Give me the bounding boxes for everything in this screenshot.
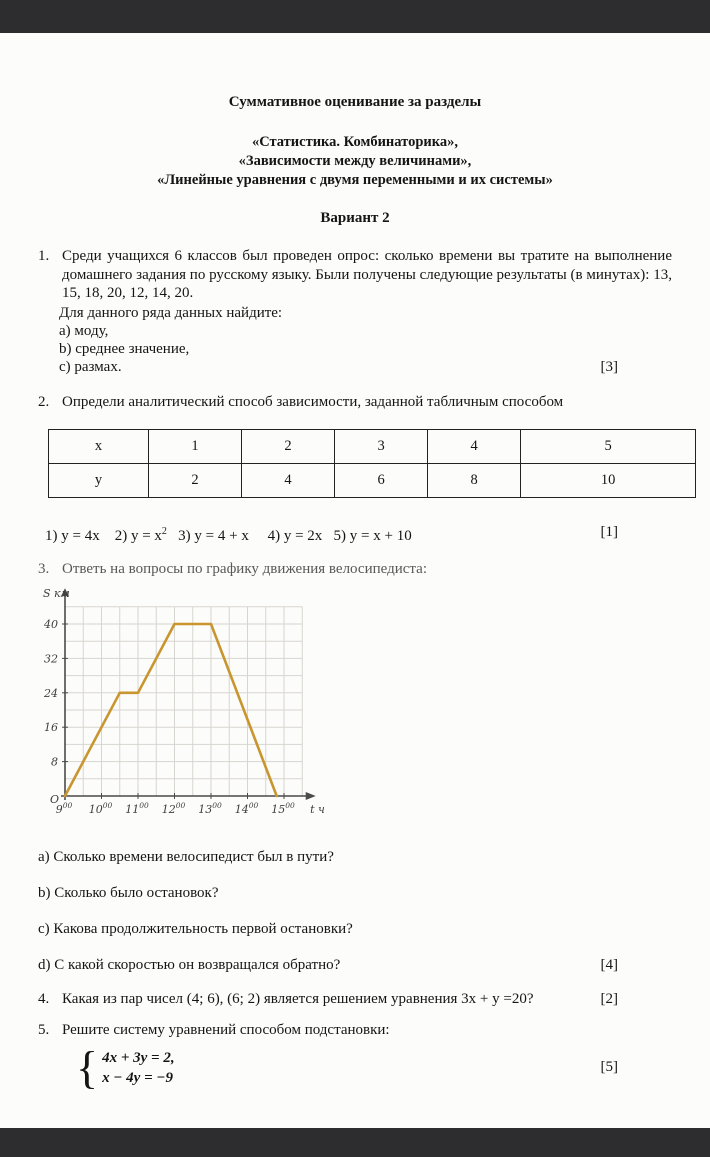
q1-subtasks (59, 304, 672, 377)
table-variable-cell: х (49, 429, 149, 463)
points-badge-q1: [3] (600, 359, 618, 376)
x-tick-label: $15^{00}$ (271, 800, 295, 816)
q1-item-a: a) моду, (59, 322, 109, 339)
x-tick-label: $9^{00}$ (55, 800, 73, 816)
table-value-cell: 6 (335, 463, 428, 497)
q3-subquestion-c: c) Какова продолжительность первой остановки? (38, 920, 353, 937)
y-tick-label: 8 (51, 755, 58, 769)
y-axis-label: S км (43, 586, 70, 600)
q2-options-row (45, 523, 672, 546)
dependency-table (48, 429, 696, 498)
subtitle-line: «Линейные уравнения с двумя переменными и их системы» (157, 171, 553, 188)
y-tick-label: 24 (44, 686, 58, 700)
points-badge-q4: [2] (600, 990, 618, 1007)
question-text: Решите систему уравнений способом подстановки: (62, 1022, 390, 1039)
question-text: Какая из пар чисел (4; 6), (6; 2) является решением уравнения 3х + у =20? (62, 990, 534, 1007)
table-value-cell: 8 (428, 463, 521, 497)
q1-item-c-row (59, 358, 672, 376)
question-1 (38, 247, 672, 376)
q3-subquestion-b: b) Сколько было остановок? (38, 884, 219, 901)
question-text: Ответь на вопросы по графику движения велосипедиста: (62, 561, 427, 578)
subtitle-line: «Статистика. Комбинаторика», (251, 133, 459, 150)
system-equation-2: x − 4y = −9 (102, 1069, 173, 1086)
question-text: Среди учащихся 6 классов был проведен опрос: сколько времени вы тратите на выполнение домашнего задания по русскому языку. Были получены следующие результаты (в минутах): 13, 15, 18, 20, 12, 14, 20. (62, 248, 672, 301)
page-content (0, 33, 710, 1093)
points-badge-q5: [5] (600, 1058, 618, 1075)
variant-label: Вариант 2 (320, 209, 390, 226)
x-tick-label: $11^{00}$ (125, 800, 149, 816)
q1-item-b: b) среднее значение, (59, 340, 190, 357)
y-tick-label: 16 (44, 721, 58, 735)
question-number: 5. (38, 1022, 50, 1039)
table-value-cell: 4 (242, 463, 335, 497)
q3-subquestion-d: d) С какой скоростью он возвращался обратно? (38, 956, 341, 973)
q2-head (38, 393, 672, 412)
x-tick-label: $12^{00}$ (161, 800, 186, 816)
question-text: Определи аналитический способ зависимости, заданной табличным способом (62, 394, 564, 411)
page-title: Суммативное оценивание за разделы (228, 94, 482, 110)
y-tick-label: 32 (44, 652, 58, 666)
origin-label: O (49, 792, 59, 806)
table-value-cell: 2 (242, 429, 335, 463)
table-value-cell: 2 (149, 463, 242, 497)
table-value-cell: 10 (521, 463, 696, 497)
system-equations (102, 1048, 175, 1088)
q1-intro: Для данного ряда данных найдите: (59, 304, 283, 321)
q3-subquestion-d-row (38, 956, 672, 975)
x-axis-label: t ч (310, 802, 325, 816)
x-tick-label: $10^{00}$ (88, 800, 113, 816)
dependency-table-body (49, 429, 696, 497)
table-value-cell: 1 (149, 429, 242, 463)
subtitle-line: «Зависимости между величинами», (238, 152, 472, 169)
question-number: 1. (38, 248, 50, 264)
q5-equation-system (76, 1041, 672, 1093)
q4-head (38, 990, 672, 1009)
system-equation-1: 4x + 3y = 2, (102, 1049, 175, 1066)
question-5 (38, 1021, 672, 1093)
table-value-cell: 4 (428, 429, 521, 463)
section-subtitles (38, 133, 672, 190)
table-value-cell: 3 (335, 429, 428, 463)
q3-subquestion-a: a) Сколько времени велосипедист был в пути? (38, 848, 334, 865)
points-badge-q3: [4] (600, 956, 618, 973)
q3-head (38, 560, 672, 579)
question-number: 2. (38, 394, 50, 411)
question-4 (38, 990, 672, 1009)
question-number: 3. (38, 561, 50, 578)
points-badge-q2: [1] (600, 523, 618, 540)
scan-band-bottom (0, 1128, 710, 1157)
table-row (49, 429, 696, 463)
y-tick-label: 40 (44, 617, 58, 631)
q1-item-c: c) размах. (59, 359, 122, 376)
q1-head (38, 247, 672, 303)
x-tick-label: $13^{00}$ (198, 800, 222, 816)
question-number: 4. (38, 990, 50, 1007)
x-tick-label: $14^{00}$ (234, 800, 259, 816)
table-row (49, 463, 696, 497)
question-3 (38, 560, 672, 975)
table-value-cell: 5 (521, 429, 696, 463)
system-brace: { (76, 1041, 99, 1093)
options-text-right: 3) y = 4 + x 4) y = 2x 5) y = x + 10 (166, 527, 412, 544)
options-text-left: 1) y = 4x 2) y = x (45, 527, 162, 544)
trip-chart (38, 584, 338, 828)
question-2 (38, 393, 672, 545)
q5-head (38, 1021, 672, 1040)
options-exponent: 2 (161, 525, 167, 537)
table-variable-cell: у (49, 463, 149, 497)
scan-band-top (0, 0, 710, 33)
